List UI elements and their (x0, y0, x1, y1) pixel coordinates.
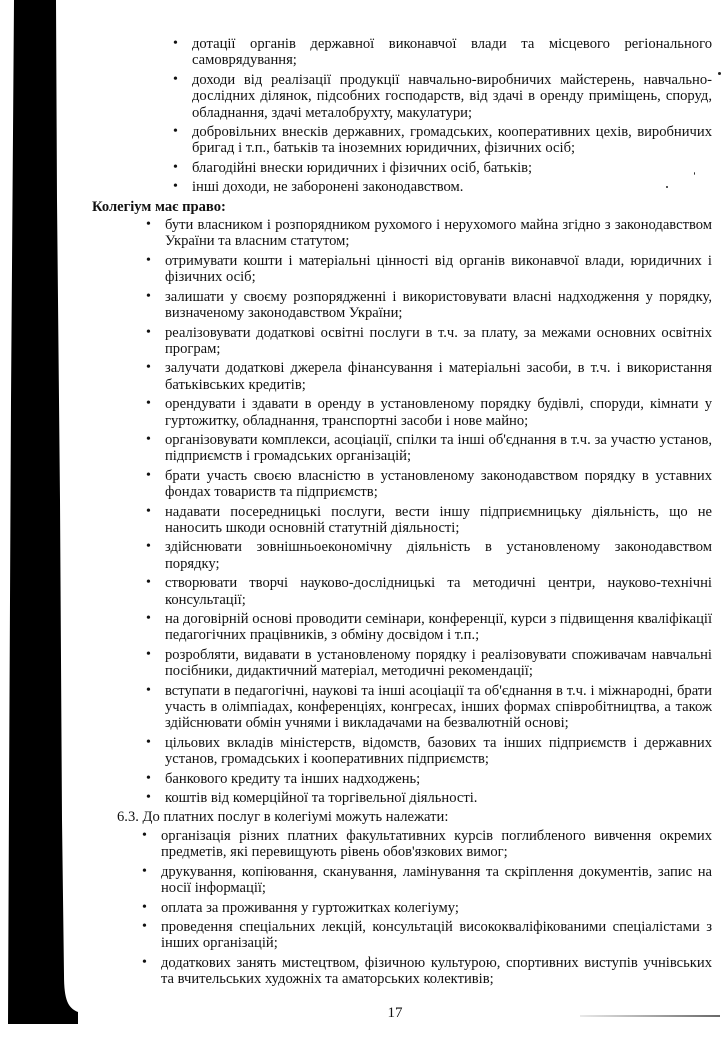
list-item: • здійснювати зовнішньоекономічну діяльність в установленому законодавством порядку; (146, 539, 712, 572)
list-item: • бути власником і розпорядником рухомого і нерухомого майна згідно з законодавством України та власним статутом; (146, 217, 712, 250)
list-item: • на договірній основі проводити семінари, конференції, курси з підвищення кваліфікації педагогічних працівників, з обміну досвідом і т.п.; (146, 611, 712, 644)
list-item: • отримувати кошти і матеріальні цінності від органів виконавчої влади, юридичних і фізичних осіб; (146, 252, 712, 286)
bullet-icon: • (146, 324, 151, 340)
scan-speck (718, 72, 721, 75)
bullet-icon: • (146, 646, 151, 662)
bullet-icon: • (146, 217, 151, 233)
rights-heading: Колегіум має право: (92, 198, 226, 215)
list-item: • коштів від комерційної та торгівельної діяльності. (146, 790, 478, 807)
bullet-icon: • (146, 539, 151, 555)
list-item: • оплата за проживання у гуртожитках колегіуму; (142, 899, 459, 916)
list-item: • брати участь своєю власністю в установленому законодавством порядку в уставних фондах товариств та підприємств; (146, 467, 712, 501)
list-item: • залучати додаткові джерела фінансування і матеріальні засоби, в т.ч. і використання батьківських кредитів; (146, 360, 712, 393)
list-item: • друкування, копіювання, сканування, ламінування та скріплення документів, запис на носії інформації; (142, 863, 712, 897)
list-item: • створювати творчі науково-дослідницькі та методичні центри, науково-технічні консультації; (146, 575, 712, 608)
bullet-icon: • (173, 36, 178, 51)
paid-services-section-title: 6.3. До платних послуг в колегіумі можуть належати: (117, 809, 449, 826)
bullet-icon: • (173, 179, 178, 195)
bullet-icon: • (146, 575, 151, 591)
bullet-icon: • (146, 252, 151, 268)
list-item: • реалізовувати додаткові освітні послуги в т.ч. за плату, за межами основних освітніх програм; (146, 324, 712, 357)
income-sources-list (173, 36, 712, 196)
list-item: • вступати в педагогічні, наукові та інші асоціації та об'єднання в т.ч. і міжнародні, брати участь в олімпіадах, конференціях, конгресах, інших формах співробітництва, а також здійснювати обмін учнями і викладачами на безвалютній основі; (146, 682, 712, 732)
bullet-icon: • (146, 467, 151, 483)
bullet-icon: • (146, 611, 151, 626)
list-item: • організація різних платних факультативних курсів поглибленого вивчення окремих предметів, які перевищують рівень обов'язкових вимог; (142, 827, 712, 861)
bullet-icon: • (146, 360, 151, 376)
list-item: • інші доходи, не заборонені законодавством. (173, 179, 464, 196)
list-item: • залишати у своєму розпорядженні і використовувати власні надходження у порядку, визначеному законодавством України; (146, 288, 712, 322)
scan-speck (694, 172, 695, 175)
list-item: • проведення спеціальних лекцій, консультацій висококваліфікованими спеціалістами з інших організацій; (142, 918, 712, 952)
list-item: • додаткових занять мистецтвом, фізичною культурою, спортивних виступів учнівських та вчительських художніх та аматорських колективів; (142, 954, 712, 988)
list-item: • дотації органів державної виконавчої влади та місцевого регіонального самоврядування; (173, 36, 712, 69)
bullet-icon: • (142, 827, 147, 843)
bullet-icon: • (142, 918, 147, 934)
list-item: • доходи від реалізації продукції навчально-виробничих майстерень, навчально-дослідних ділянок, підсобних господарств, від здачі в оренду приміщень, споруд, обладнання, здачі металобрухту, макулатури; (173, 71, 712, 121)
bullet-icon: • (146, 503, 151, 519)
rights-list (146, 217, 712, 807)
bullet-icon: • (146, 770, 151, 786)
list-item: • благодійні внески юридичних і фізичних осіб, батьків; (173, 159, 533, 176)
list-item: • організовувати комплекси, асоціації, спілки та інші об'єднання в т.ч. за участю установ, підприємств і громадських організацій; (146, 431, 712, 465)
scan-edge-line (580, 1015, 720, 1017)
list-item: • орендувати і здавати в оренду в установленому порядку будівлі, споруди, кімнати у гуртожитку, обладнання, транспортні засоби і нове майно; (146, 396, 712, 429)
list-item: • розробляти, видавати в установленому порядку і реалізовувати споживачам навчальні посібники, дидактичний матеріал, методичні рекомендації; (146, 646, 712, 680)
list-item: • надавати посередницькі послуги, вести іншу підприємницьку діяльність, що не наносить шкоди основній статутній діяльності; (146, 503, 712, 536)
bullet-icon: • (146, 790, 151, 806)
bullet-icon: • (146, 682, 151, 698)
bullet-icon: • (142, 899, 147, 915)
bullet-icon: • (173, 71, 178, 87)
bullet-icon: • (146, 288, 151, 304)
paid-services-list (142, 827, 712, 988)
bullet-icon: • (173, 159, 178, 175)
bullet-icon: • (146, 431, 151, 447)
bullet-icon: • (142, 863, 147, 879)
page-number: 17 (387, 1004, 403, 1021)
bullet-icon: • (173, 124, 178, 140)
list-item: • банкового кредиту та інших надходжень; (146, 770, 421, 787)
list-item: • цільових вкладів міністерств, відомств, базових та інших підприємств і державних установ, громадських і кооперативних підприємств; (146, 734, 712, 768)
bullet-icon: • (142, 954, 147, 970)
bullet-icon: • (146, 734, 151, 750)
scan-speck (666, 186, 668, 188)
bullet-icon: • (146, 396, 151, 412)
list-item: • добровільних внесків державних, громадських, кооперативних цехів, виробничих бригад і т.п., батьків та іноземних юридичних, фізичних осіб; (173, 124, 712, 157)
